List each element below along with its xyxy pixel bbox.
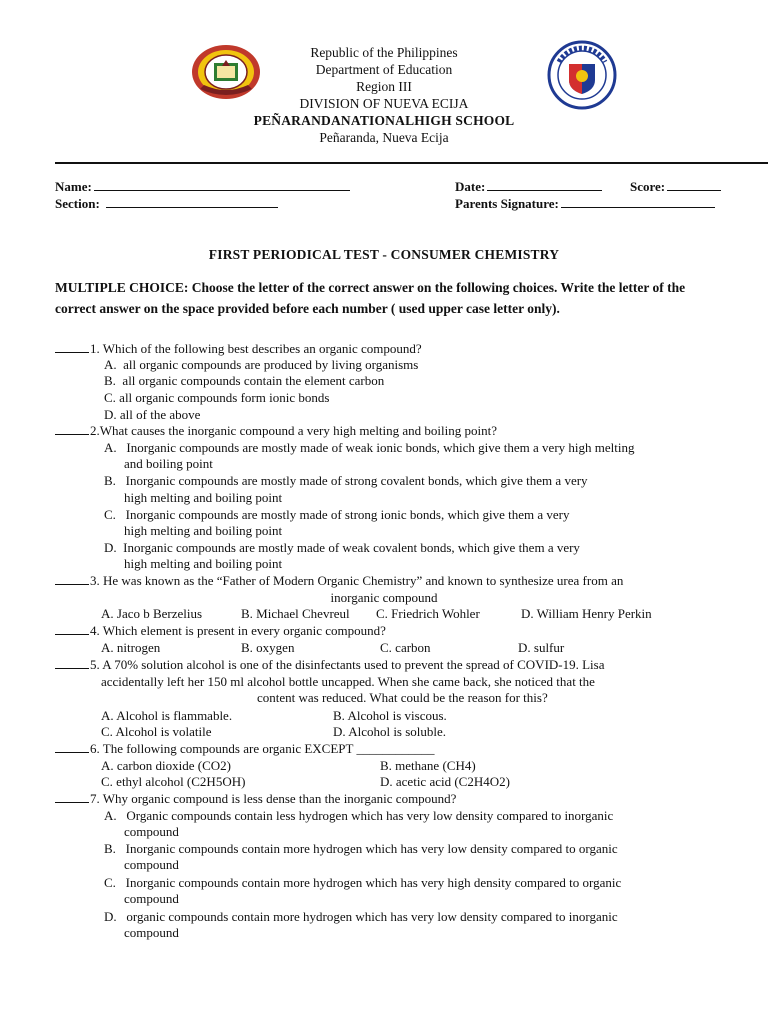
choice-2d-cont: high melting and boiling point	[124, 556, 283, 571]
choice-2a-cont: and boiling point	[124, 456, 213, 471]
parents-signature-field[interactable]	[455, 196, 715, 212]
answer-blank[interactable]	[55, 657, 89, 669]
choice-7a: A. Organic compounds contain less hydrogen which has very low density compared to inorganic	[104, 808, 614, 823]
choice-5a: A. Alcohol is flammable.	[101, 708, 233, 723]
name-label: Name:	[55, 179, 92, 194]
parents-signature-line	[561, 197, 715, 208]
choice-3d: D. William Henry Perkin	[521, 606, 652, 621]
choice-6b: B. methane (CH4)	[380, 758, 476, 773]
answer-blank[interactable]	[55, 791, 89, 803]
answer-blank[interactable]	[55, 741, 89, 753]
header-school-name: PEÑARANDANATIONALHIGH SCHOOL	[253, 113, 515, 128]
choice-5b: B. Alcohol is viscous.	[333, 708, 447, 723]
choice-7a-cont: compound	[124, 824, 179, 839]
choice-2b: B. Inorganic compounds are mostly made of strong covalent bonds, which give them a very	[104, 473, 588, 488]
section-label: Section:	[55, 196, 100, 211]
choice-4d: D. sulfur	[518, 640, 565, 655]
answer-blank[interactable]	[55, 341, 89, 353]
score-line	[667, 180, 721, 191]
score-label: Score:	[630, 179, 666, 194]
choice-1b: B. all organic compounds contain the element carbon	[104, 373, 385, 388]
choice-6a: A. carbon dioxide (CO2)	[101, 758, 231, 773]
question-1: 1. Which of the following best describes an organic compound?	[55, 341, 422, 357]
answer-blank[interactable]	[55, 423, 89, 435]
header-address: Peñaranda, Nueva Ecija	[319, 130, 449, 145]
question-3: 3. He was known as the “Father of Modern Organic Chemistry” and known to synthesize urea from an	[55, 573, 623, 589]
choice-2d: D. Inorganic compounds are mostly made of weak covalent bonds, which give them a very	[104, 540, 580, 555]
choice-7b: B. Inorganic compounds contain more hydrogen which has very low density compared to organic	[104, 841, 618, 856]
question-6: 6. The following compounds are organic EXCEPT ____________	[55, 741, 434, 757]
choice-2b-cont: high melting and boiling point	[124, 490, 283, 505]
question-4: 4. Which element is present in every organic compound?	[55, 623, 386, 639]
choice-7c: C. Inorganic compounds contain more hydrogen which has very high density compared to organic	[104, 875, 622, 890]
section-line	[106, 197, 278, 208]
choice-4b: B. oxygen	[241, 640, 295, 655]
header-region: Region III	[356, 79, 412, 94]
header-rule	[55, 162, 768, 164]
name-field[interactable]	[55, 179, 350, 195]
question-5-cont-1: accidentally left her 150 ml alcohol bottle uncapped. When she came back, she noticed that the	[101, 674, 595, 689]
choice-7b-cont: compound	[124, 857, 179, 872]
parents-signature-label: Parents Signature:	[455, 196, 559, 211]
choice-2c: C. Inorganic compounds are mostly made of strong ionic bonds, which give them a very	[104, 507, 570, 522]
question-3-cont: inorganic compound	[330, 590, 438, 605]
choice-1c: C. all organic compounds form ionic bonds	[104, 390, 330, 405]
answer-blank[interactable]	[55, 623, 89, 635]
header-department: Department of Education	[315, 62, 453, 77]
choice-7c-cont: compound	[124, 891, 179, 906]
question-5-cont-2: content was reduced. What could be the reason for this?	[257, 690, 548, 705]
choice-5c: C. Alcohol is volatile	[101, 724, 212, 739]
instructions-text: Choose the letter of the correct answer on the following choices. Write the letter of the correct answer on the space provided before each number ( used upper case letter only).	[55, 280, 686, 316]
choice-4c: C. carbon	[380, 640, 431, 655]
answer-blank[interactable]	[55, 573, 89, 585]
choice-4a: A. nitrogen	[101, 640, 161, 655]
header-division: DIVISION OF NUEVA ECIJA	[299, 96, 469, 111]
name-line	[94, 180, 350, 191]
choice-1d: D. all of the above	[104, 407, 201, 422]
date-line	[487, 180, 602, 191]
choice-7d: D. organic compounds contain more hydrogen which has very low density compared to inorganic	[104, 909, 618, 924]
choice-3c: C. Friedrich Wohler	[376, 606, 480, 621]
date-label: Date:	[455, 179, 486, 194]
choice-2c-cont: high melting and boiling point	[124, 523, 283, 538]
choice-6d: D. acetic acid (C2H4O2)	[380, 774, 510, 789]
choice-3b: B. Michael Chevreul	[241, 606, 350, 621]
test-title: FIRST PERIODICAL TEST - CONSUMER CHEMISTRY	[208, 247, 560, 262]
instructions-lead: MULTIPLE CHOICE:	[55, 280, 189, 295]
score-field[interactable]	[630, 179, 721, 195]
question-7: 7. Why organic compound is less dense than the inorganic compound?	[55, 791, 456, 807]
choice-5d: D. Alcohol is soluble.	[333, 724, 447, 739]
header-republic: Republic of the Philippines	[310, 45, 458, 60]
choice-2a: A. Inorganic compounds are mostly made of weak ionic bonds, which give them a very high melting	[104, 440, 635, 455]
choice-6c: C. ethyl alcohol (C2H5OH)	[101, 774, 246, 789]
choice-1a: A. all organic compounds are produced by living organisms	[104, 357, 419, 372]
question-5: 5. A 70% solution alcohol is one of the disinfectants used to prevent the spread of COVID-19. Lisa	[55, 657, 605, 673]
section-field[interactable]	[55, 196, 278, 212]
question-2: 2.What causes the inorganic compound a very high melting and boiling point?	[55, 423, 497, 439]
choice-7d-cont: compound	[124, 925, 179, 940]
choice-3a: A. Jaco b Berzelius	[101, 606, 203, 621]
instructions	[55, 277, 725, 319]
date-field[interactable]	[455, 179, 602, 195]
